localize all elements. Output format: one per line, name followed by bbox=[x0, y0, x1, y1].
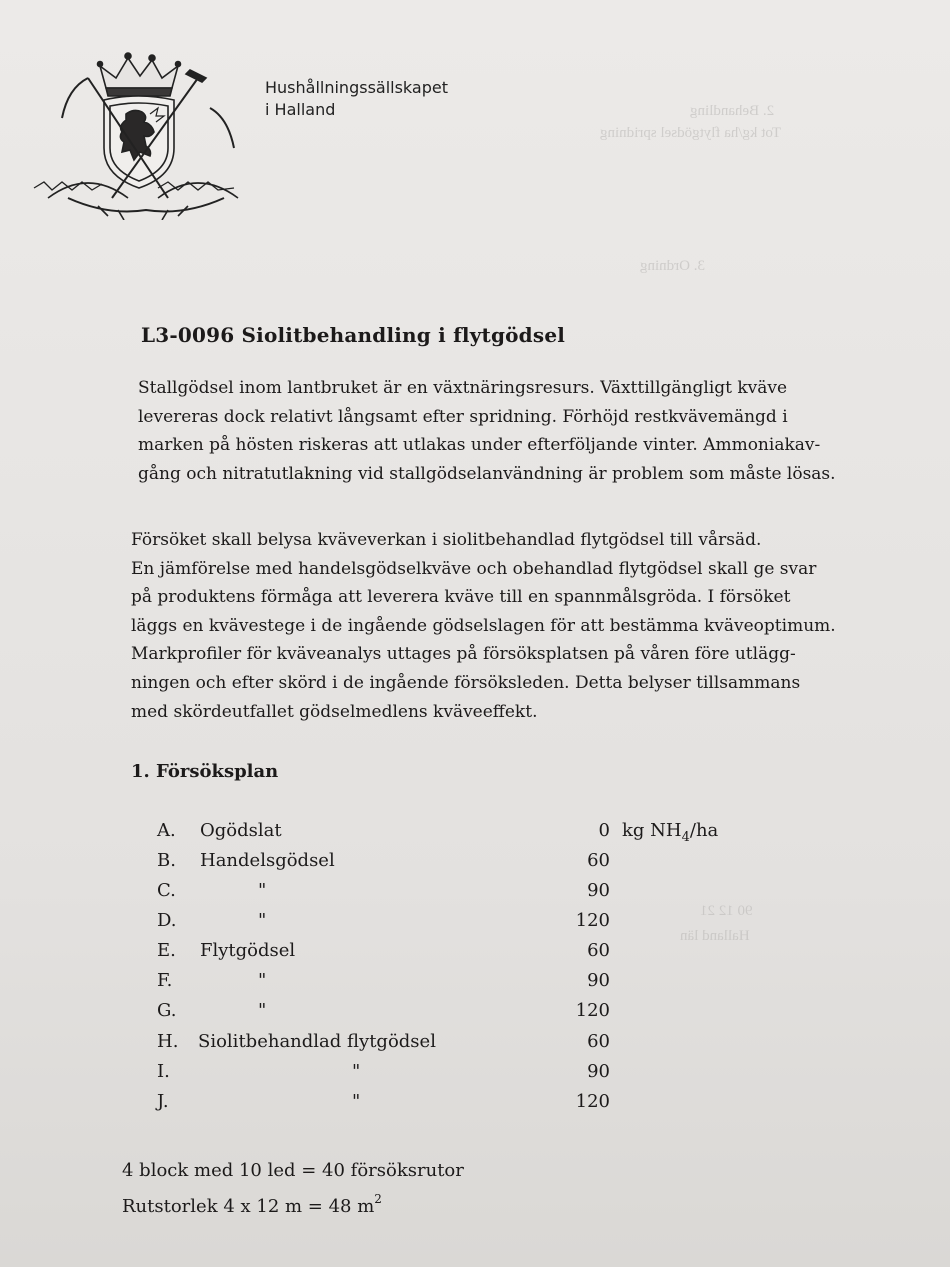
intro-line: gång och nitratutlakning vid stallgödselanvändning är problem som måste lösas. bbox=[138, 463, 836, 484]
organization-name bbox=[265, 77, 448, 121]
row-treatment: Flytgödsel bbox=[200, 940, 296, 961]
row-letter: C. bbox=[157, 880, 176, 901]
show-through-text: 90 12 21 bbox=[700, 903, 753, 919]
purpose-line: Markprofiler för kväveanalys uttages på försöksplatsen på våren före utlägg- bbox=[131, 644, 796, 665]
org-name-line-1: Hushållningssällskapet bbox=[265, 78, 448, 97]
row-treatment: " bbox=[258, 1000, 267, 1021]
row-treatment: " bbox=[258, 970, 267, 991]
trial-plan-row bbox=[0, 850, 950, 880]
row-value: 90 bbox=[587, 880, 610, 901]
row-letter: F. bbox=[157, 970, 173, 991]
trial-plan-row bbox=[0, 940, 950, 970]
trial-plan-row bbox=[0, 1000, 950, 1030]
purpose-line: på produktens förmåga att leverera kväve till en spannmålsgröda. I försöket bbox=[131, 587, 791, 608]
block-count-note: 4 block med 10 led = 40 försöksrutor bbox=[122, 1160, 464, 1181]
footer-notes bbox=[122, 1156, 464, 1221]
purpose-paragraph bbox=[131, 526, 891, 726]
row-treatment: " bbox=[258, 910, 267, 931]
row-value: 120 bbox=[575, 910, 610, 931]
show-through-text: 3. Ordning bbox=[640, 258, 705, 274]
trial-plan-row bbox=[0, 880, 950, 910]
trial-plan-row bbox=[0, 820, 950, 850]
row-treatment: Ogödslat bbox=[200, 820, 282, 841]
trial-plan-row bbox=[0, 1061, 950, 1091]
intro-line: marken på hösten riskeras att utlakas under efterföljande vinter. Ammoniakav- bbox=[138, 435, 821, 456]
row-letter: E. bbox=[157, 940, 176, 961]
intro-line: levereras dock relativt långsamt efter spridning. Förhöjd restkvävemängd i bbox=[138, 406, 788, 427]
plot-size-note: Rutstorlek 4 x 12 m = 48 $m^2$ bbox=[122, 1192, 382, 1217]
row-treatment: Handelsgödsel bbox=[200, 850, 335, 871]
row-value: 60 bbox=[587, 1031, 610, 1052]
trial-plan-row bbox=[0, 910, 950, 940]
show-through-text: Halland län bbox=[680, 928, 750, 944]
show-through-text: 2. Behandling bbox=[690, 103, 775, 119]
row-value: 60 bbox=[587, 940, 610, 961]
row-letter: H. bbox=[157, 1031, 179, 1052]
coat-of-arms-logo bbox=[28, 48, 260, 220]
trial-plan-row bbox=[0, 1031, 950, 1061]
intro-line: Stallgödsel inom lantbruket är en växtnäringsresurs. Växttillgängligt kväve bbox=[138, 378, 788, 398]
row-value: 120 bbox=[575, 1000, 610, 1021]
row-letter: J. bbox=[157, 1091, 169, 1112]
row-treatment: Siolitbehandlad flytgödsel bbox=[198, 1031, 436, 1052]
row-value: 120 bbox=[575, 1091, 610, 1112]
row-letter: D. bbox=[157, 910, 177, 931]
row-letter: A. bbox=[157, 820, 176, 841]
document-title: L3-0096 Siolitbehandling i flytgödsel bbox=[141, 323, 566, 347]
row-value: 90 bbox=[587, 1061, 610, 1082]
row-value: 0 bbox=[598, 820, 610, 841]
row-value: 90 bbox=[587, 970, 610, 991]
purpose-line: med skördeutfallet gödselmedlens kväveeffekt. bbox=[131, 701, 538, 722]
purpose-line: En jämförelse med handelsgödselkväve och obehandlad flytgödsel skall ge svar bbox=[131, 558, 817, 579]
row-treatment: " bbox=[352, 1091, 361, 1112]
purpose-line: ningen och efter skörd i de ingående försöksleden. Detta belyser tillsammans bbox=[131, 672, 801, 693]
trial-plan-row bbox=[0, 1091, 950, 1121]
section-heading: 1. Försöksplan bbox=[131, 761, 279, 782]
purpose-line: läggs en kvävestege i de ingående gödselslagen för att bestämma kväveoptimum. bbox=[131, 615, 836, 636]
row-letter: I. bbox=[157, 1061, 170, 1082]
row-treatment: " bbox=[352, 1061, 361, 1082]
intro-paragraph bbox=[138, 374, 898, 488]
row-letter: G. bbox=[157, 1000, 177, 1021]
row-treatment: " bbox=[258, 880, 267, 901]
trial-plan-row bbox=[0, 970, 950, 1000]
org-name-line-2: i Halland bbox=[265, 100, 336, 119]
unit-label: kg $NH_4/ha$ bbox=[622, 820, 719, 845]
show-through-text: Tot kg/ha flytgödsel spridning bbox=[600, 125, 782, 141]
row-value: 60 bbox=[587, 850, 610, 871]
purpose-line: Försöket skall belysa kväveverkan i siolitbehandlad flytgödsel till vårsäd. bbox=[131, 530, 762, 550]
row-letter: B. bbox=[157, 850, 176, 871]
